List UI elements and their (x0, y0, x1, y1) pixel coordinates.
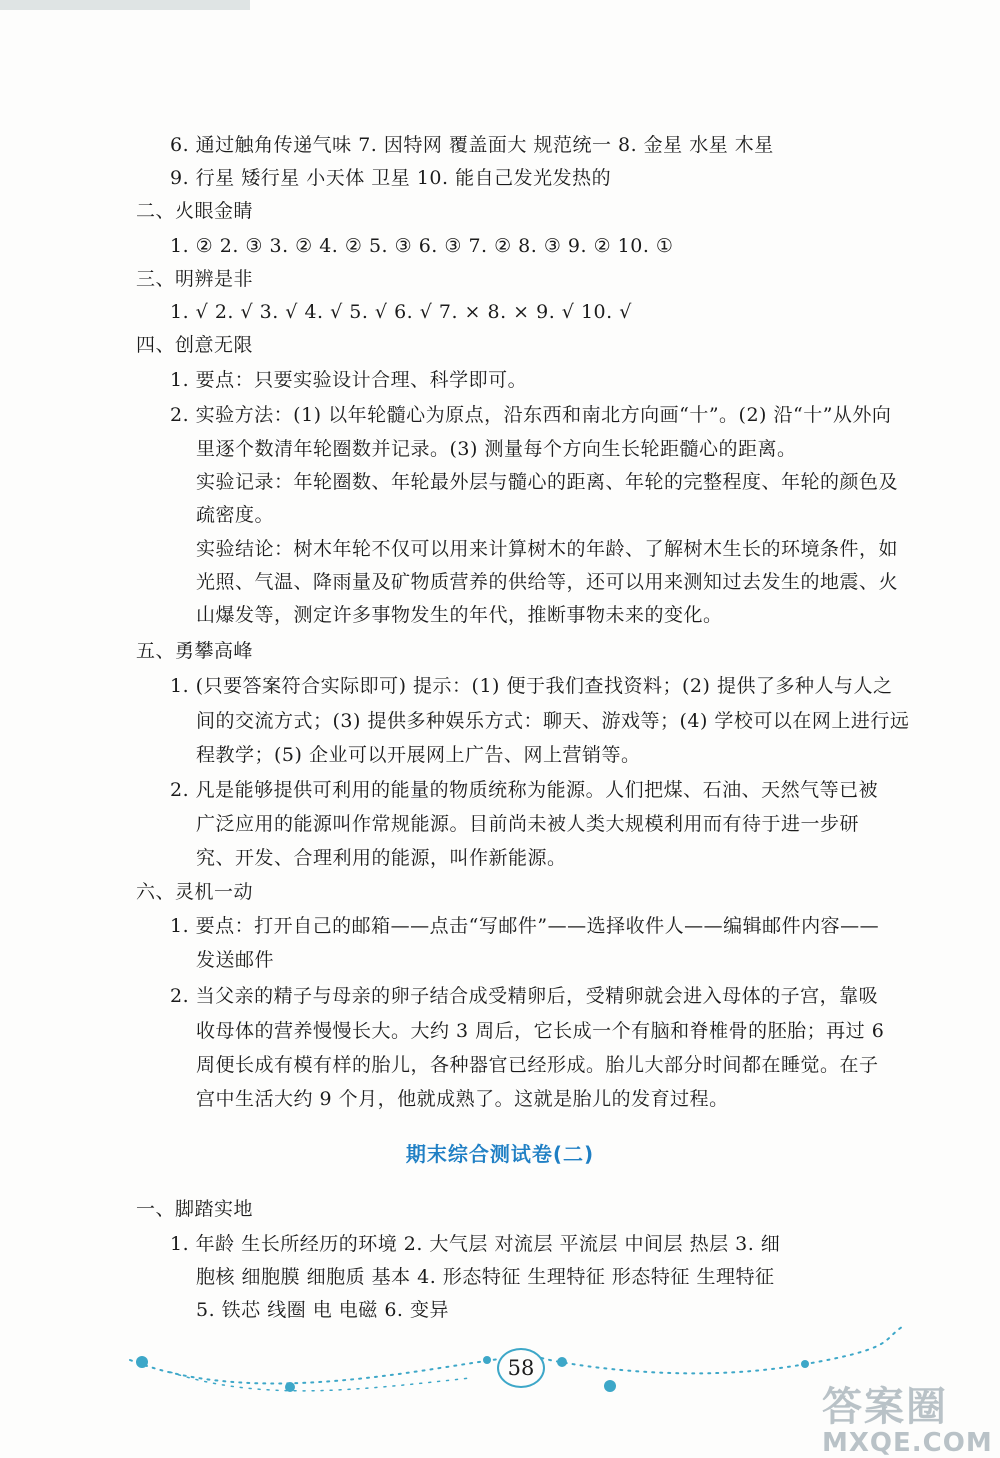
section-heading: 二、火眼金睛 (136, 200, 254, 222)
section-heading: 四、创意无限 (136, 334, 254, 356)
text-line: 发送邮件 (196, 949, 275, 971)
text-line: 光照、气温、降雨量及矿物质营养的供给等，还可以用来测知过去发生的地震、火 (196, 571, 899, 593)
text-line: 周便长成有模有样的胎儿，各种器官已经形成。胎儿大部分时间都在睡觉。在子 (196, 1054, 879, 1076)
text-line: 里逐个数清年轮圈数并记录。(3) 测量每个方向生长轮距髓心的距离。 (196, 438, 797, 460)
page-number: 58 (497, 1348, 545, 1388)
text-line: 1. 年龄 生长所经历的环境 2. 大气层 对流层 平流层 中间层 热层 3. 细 (170, 1233, 781, 1255)
watermark-logo (822, 1375, 993, 1458)
text-line: 1. ② 2. ③ 3. ② 4. ② 5. ③ 6. ③ 7. ② 8. ③ 9. ② 10. ① (170, 235, 674, 257)
text-line: 6. 通过触角传递气味 7. 因特网 覆盖面大 规范统一 8. 金星 水星 木星 (170, 134, 774, 156)
text-line: 山爆发等，测定许多事物发生的年代，推断事物未来的变化。 (196, 604, 723, 626)
text-line: 胞核 细胞膜 细胞质 基本 4. 形态特征 生理特征 形态特征 生理特征 (196, 1266, 775, 1288)
watermark-url: MXQE.COM (822, 1428, 993, 1458)
text-line: 2. 凡是能够提供可利用的能量的物质统称为能源。人们把煤、石油、天然气等已被 (170, 779, 879, 801)
text-line: 1. √ 2. √ 3. √ 4. √ 5. √ 6. √ 7. × 8. × 9. √ 10. √ (170, 301, 632, 323)
section-heading: 五、勇攀高峰 (136, 640, 254, 662)
section-heading: 六、灵机一动 (136, 881, 254, 903)
section-heading: 三、明辨是非 (136, 268, 254, 290)
text-line: 宫中生活大约 9 个月，他就成熟了。这就是胎儿的发育过程。 (196, 1088, 729, 1110)
text-line: 9. 行星 矮行星 小天体 卫星 10. 能自己发光发热的 (170, 167, 612, 189)
scan-edge-strip (0, 0, 250, 10)
text-line: 1. 要点：只要实验设计合理、科学即可。 (170, 369, 528, 391)
text-line: 5. 铁芯 线圈 电 电磁 6. 变异 (196, 1299, 449, 1321)
text-line: 究、开发、合理利用的能源，叫作新能源。 (196, 847, 567, 869)
text-line: 收母体的营养慢慢长大。大约 3 周后，它长成一个有脑和脊椎骨的胚胎；再过 6 (196, 1020, 885, 1042)
watermark-text: 答案圈 (822, 1384, 948, 1430)
text-line: 2. 当父亲的精子与母亲的卵子结合成受精卵后，受精卵就会进入母体的子宫，靠吸 (170, 985, 879, 1007)
text-line: 程教学；(5) 企业可以开展网上广告、网上营销等。 (196, 744, 641, 766)
text-line: 1. (只要答案符合实际即可) 提示：(1) 便于我们查找资料；(2) 提供了多种人与人之 (170, 675, 893, 697)
section-heading: 一、脚踏实地 (136, 1198, 254, 1220)
section-title: 期末综合测试卷(二) (405, 1142, 595, 1166)
text-line: 实验结论：树木年轮不仅可以用来计算树木的年龄、了解树木生长的环境条件，如 (196, 538, 899, 560)
text-line: 广泛应用的能源叫作常规能源。目前尚未被人类大规模利用而有待于进一步研 (196, 813, 860, 835)
text-line: 1. 要点：打开自己的邮箱——点击“写邮件”——选择收件人——编辑邮件内容—— (170, 915, 880, 937)
text-line: 疏密度。 (196, 504, 275, 526)
text-line: 2. 实验方法：(1) 以年轮髓心为原点，沿东西和南北方向画“十”。(2) 沿“十”从外向 (170, 404, 892, 426)
text-line: 间的交流方式；(3) 提供多种娱乐方式：聊天、游戏等；(4) 学校可以在网上进行远 (196, 710, 910, 732)
text-line: 实验记录：年轮圈数、年轮最外层与髓心的距离、年轮的完整程度、年轮的颜色及 (196, 471, 899, 493)
